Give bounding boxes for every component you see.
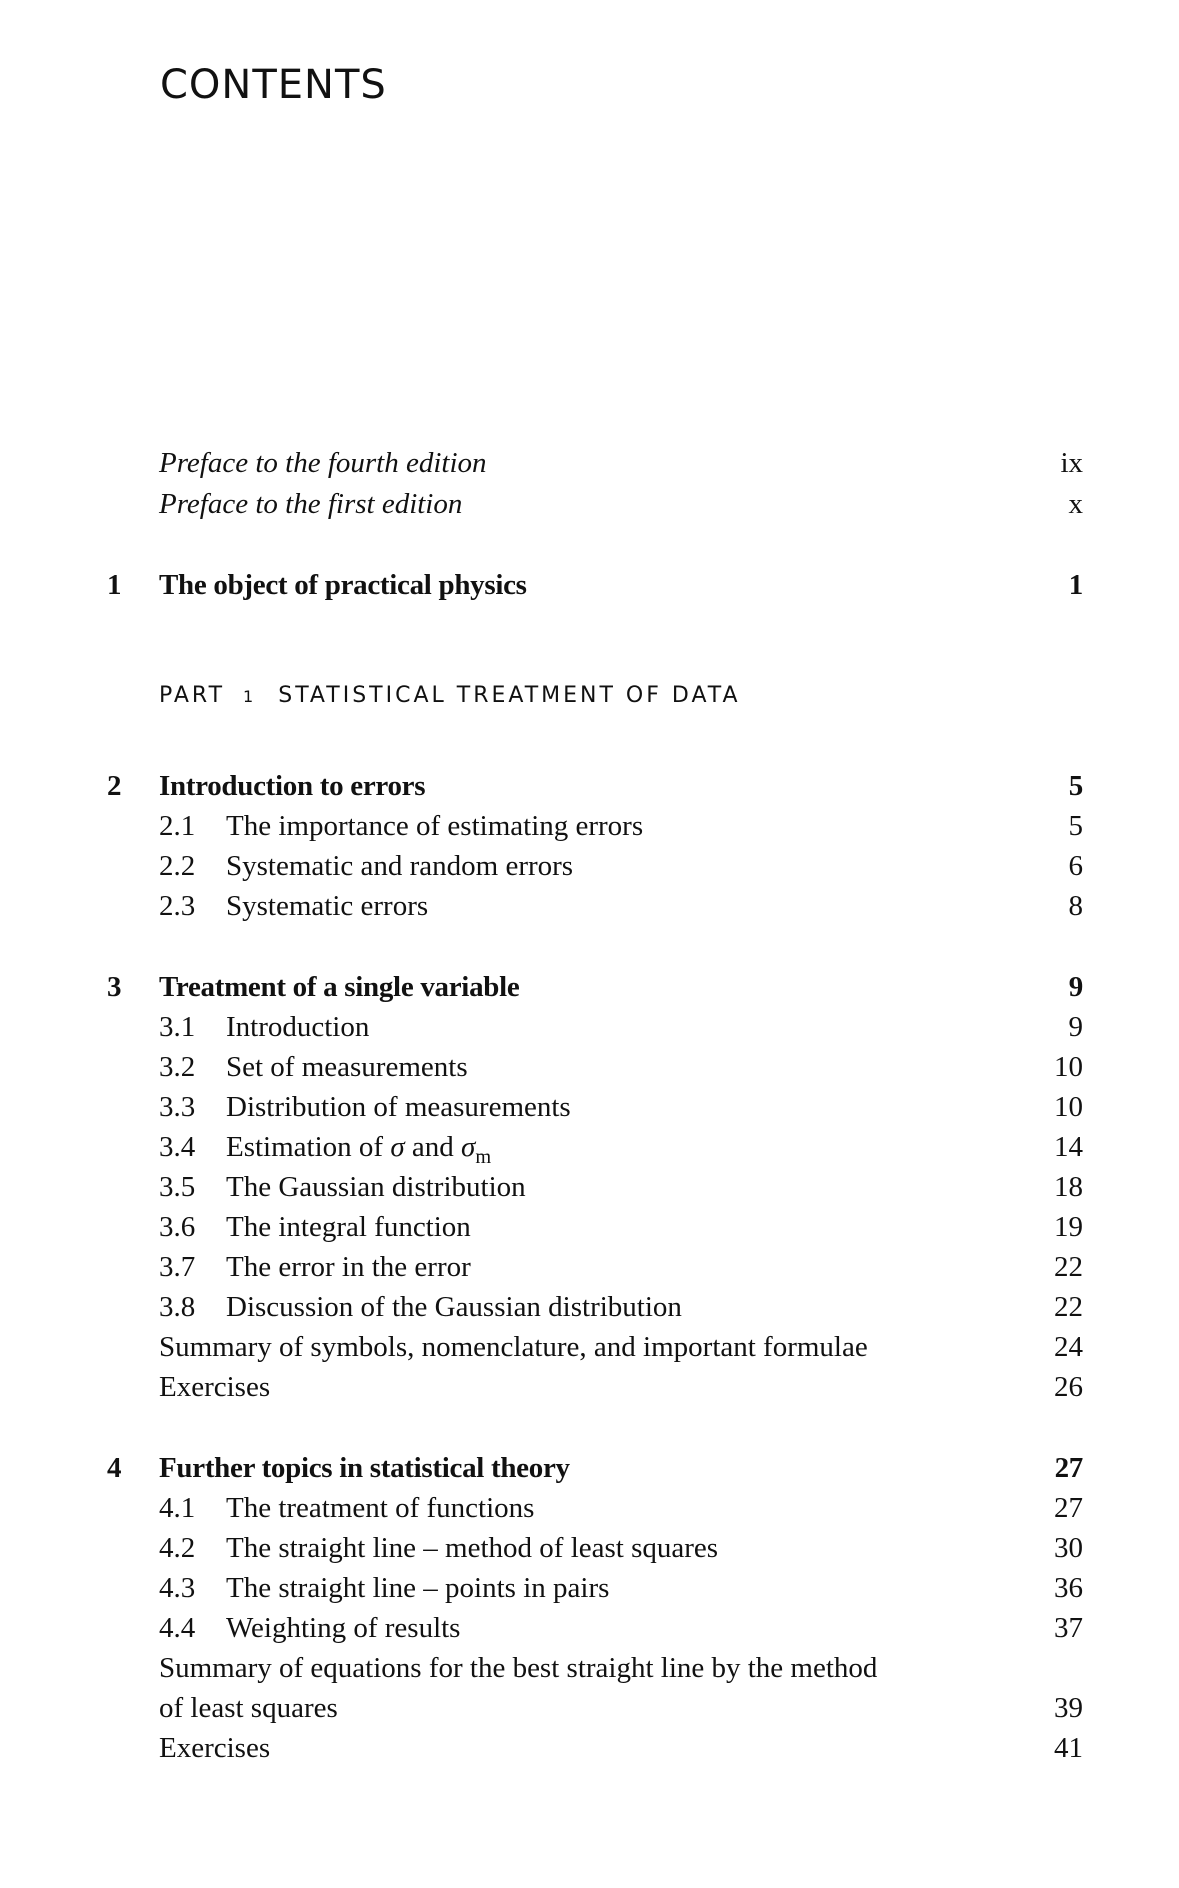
sigma-symbol: σ xyxy=(390,1131,405,1163)
toc-section-2-2[interactable] xyxy=(0,846,1179,886)
summary-title-line2: of least squares xyxy=(159,1692,338,1724)
toc-chapter-4[interactable] xyxy=(0,1448,1179,1488)
section-number: 2.1 xyxy=(159,810,196,842)
part-label: PART xyxy=(159,683,226,708)
subscript-m: m xyxy=(475,1145,492,1168)
exercises-page: 26 xyxy=(1054,1371,1083,1403)
section-page: 30 xyxy=(1054,1532,1083,1564)
chapter-number: 4 xyxy=(107,1452,122,1484)
toc-summary-4-line2[interactable] xyxy=(0,1688,1179,1728)
chapter-page: 1 xyxy=(1068,569,1083,601)
chapter-number: 1 xyxy=(107,569,122,601)
page-title: CONTENTS xyxy=(160,62,387,108)
chapter-page: 27 xyxy=(1054,1452,1083,1484)
entry-page: ix xyxy=(1060,447,1083,479)
entry-page: x xyxy=(1068,488,1083,520)
section-title: Systematic and random errors xyxy=(226,850,574,882)
section-title: Discussion of the Gaussian distribution xyxy=(226,1291,682,1323)
toc-section-4-3[interactable] xyxy=(0,1568,1179,1608)
section-title: The integral function xyxy=(226,1211,471,1243)
toc-exercises-3[interactable] xyxy=(0,1367,1179,1407)
section-number: 4.1 xyxy=(159,1492,196,1524)
toc-section-3-3[interactable] xyxy=(0,1087,1179,1127)
section-number: 3.4 xyxy=(159,1131,196,1163)
toc-exercises-4[interactable] xyxy=(0,1728,1179,1768)
chapter-page: 9 xyxy=(1068,971,1083,1003)
section-number: 2.2 xyxy=(159,850,196,882)
section-page: 18 xyxy=(1054,1171,1083,1203)
toc-entry-preface-first[interactable] xyxy=(0,484,1179,524)
section-title: The importance of estimating errors xyxy=(226,810,644,842)
section-number: 3.2 xyxy=(159,1051,196,1083)
exercises-title: Exercises xyxy=(159,1371,271,1403)
section-number: 2.3 xyxy=(159,890,196,922)
section-page: 8 xyxy=(1068,890,1083,922)
section-title: Weighting of results xyxy=(226,1612,461,1644)
toc-section-2-3[interactable] xyxy=(0,886,1179,926)
title-mid: and xyxy=(404,1131,462,1163)
section-title: The straight line – points in pairs xyxy=(226,1572,610,1604)
section-page: 10 xyxy=(1054,1051,1083,1083)
entry-title: Preface to the fourth edition xyxy=(159,447,487,479)
toc-section-3-2[interactable] xyxy=(0,1047,1179,1087)
section-number: 4.2 xyxy=(159,1532,196,1564)
section-page: 27 xyxy=(1054,1492,1083,1524)
section-number: 4.3 xyxy=(159,1572,196,1604)
section-page: 14 xyxy=(1054,1131,1083,1163)
section-page: 10 xyxy=(1054,1091,1083,1123)
section-title: Introduction xyxy=(226,1011,370,1043)
summary-title-line1: Summary of equations for the best straight line by the method xyxy=(159,1652,878,1684)
section-title: Systematic errors xyxy=(226,890,429,922)
section-number: 3.3 xyxy=(159,1091,196,1123)
toc-section-3-4[interactable] xyxy=(0,1127,1179,1167)
toc-section-3-8[interactable] xyxy=(0,1287,1179,1327)
section-number: 3.7 xyxy=(159,1251,196,1283)
toc-section-3-6[interactable] xyxy=(0,1207,1179,1247)
toc-section-4-1[interactable] xyxy=(0,1488,1179,1528)
chapter-number: 2 xyxy=(107,770,122,802)
section-page: 36 xyxy=(1054,1572,1083,1604)
toc-chapter-1[interactable] xyxy=(0,565,1179,605)
section-title: Distribution of measurements xyxy=(226,1091,571,1123)
section-title: The treatment of functions xyxy=(226,1492,535,1524)
section-page: 19 xyxy=(1054,1211,1083,1243)
summary-title: Summary of symbols, nomenclature, and important formulae xyxy=(159,1331,868,1363)
section-title: The straight line – method of least squares xyxy=(226,1532,719,1564)
toc-section-3-5[interactable] xyxy=(0,1167,1179,1207)
chapter-title: Treatment of a single variable xyxy=(159,971,520,1003)
part-title: STATISTICAL TREATMENT OF DATA xyxy=(278,683,741,708)
toc-chapter-3[interactable] xyxy=(0,967,1179,1007)
chapter-title: Further topics in statistical theory xyxy=(159,1452,570,1484)
exercises-title: Exercises xyxy=(159,1732,271,1764)
section-page: 5 xyxy=(1068,810,1083,842)
section-page: 37 xyxy=(1054,1612,1083,1644)
toc-summary-4-line1[interactable] xyxy=(0,1648,1179,1688)
chapter-title: Introduction to errors xyxy=(159,770,426,802)
section-page: 22 xyxy=(1054,1291,1083,1323)
toc-section-3-7[interactable] xyxy=(0,1247,1179,1287)
exercises-page: 41 xyxy=(1054,1732,1083,1764)
part-number: 1 xyxy=(243,687,257,706)
section-page: 9 xyxy=(1068,1011,1083,1043)
chapter-page: 5 xyxy=(1068,770,1083,802)
part-heading xyxy=(159,683,741,708)
sigma-m-symbol: σ xyxy=(461,1131,476,1163)
section-page: 22 xyxy=(1054,1251,1083,1283)
toc-chapter-2[interactable] xyxy=(0,766,1179,806)
toc-entry-preface-fourth[interactable] xyxy=(0,443,1179,483)
summary-page: 39 xyxy=(1054,1692,1083,1724)
toc-section-3-1[interactable] xyxy=(0,1007,1179,1047)
section-number: 4.4 xyxy=(159,1612,196,1644)
toc-section-4-4[interactable] xyxy=(0,1608,1179,1648)
toc-section-2-1[interactable] xyxy=(0,806,1179,846)
section-number: 3.8 xyxy=(159,1291,196,1323)
section-number: 3.5 xyxy=(159,1171,196,1203)
entry-title: Preface to the first edition xyxy=(159,488,463,520)
chapter-number: 3 xyxy=(107,971,122,1003)
section-title: The Gaussian distribution xyxy=(226,1171,526,1203)
chapter-title: The object of practical physics xyxy=(159,569,527,601)
toc-summary-3[interactable] xyxy=(0,1327,1179,1367)
title-prefix: Estimation of xyxy=(226,1131,391,1163)
section-title: Set of measurements xyxy=(226,1051,468,1083)
toc-section-4-2[interactable] xyxy=(0,1528,1179,1568)
section-number: 3.1 xyxy=(159,1011,196,1043)
section-title: The error in the error xyxy=(226,1251,471,1283)
section-page: 6 xyxy=(1068,850,1083,882)
section-number: 3.6 xyxy=(159,1211,196,1243)
summary-page: 24 xyxy=(1054,1331,1083,1363)
